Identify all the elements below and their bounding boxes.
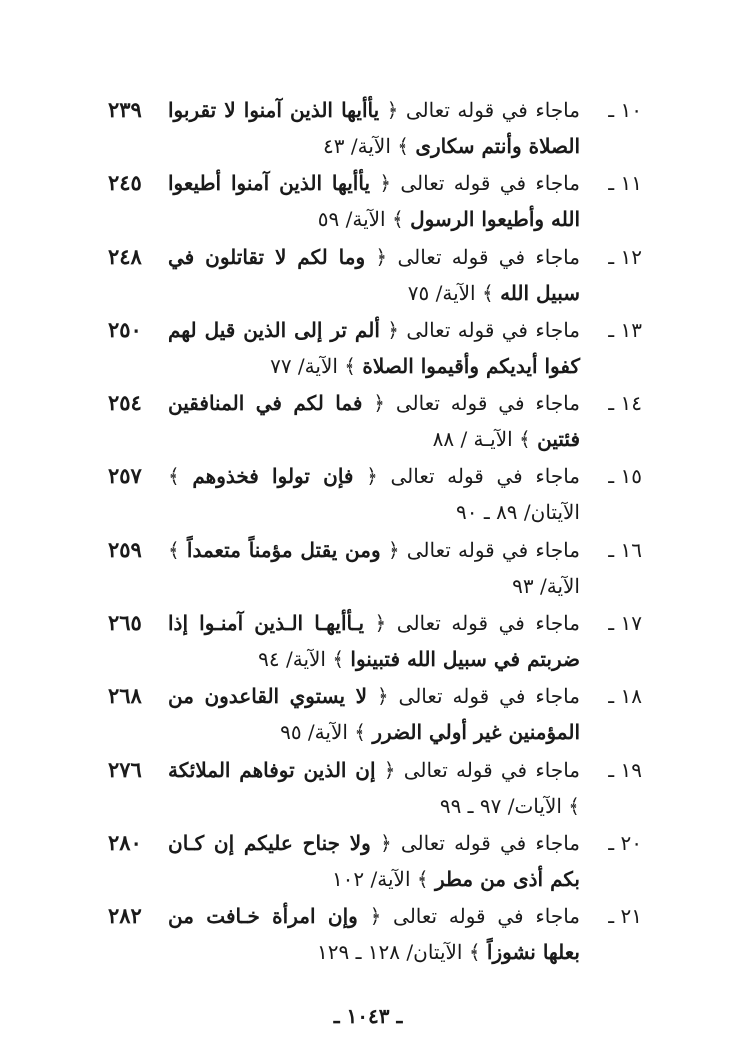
toc-entry-title [168,312,580,384]
toc-entry-page: ٢٧٦ [108,756,142,782]
toc-entry-page: ٢٨٠ [108,829,142,855]
toc-entry-verse: يأأيها الذين آمنوا لا تقربوا الصلاة وأنتم سكارى [168,98,580,158]
toc-entry-intro: ماجاء في قوله تعالى [397,244,580,269]
toc-entry-page: ٢٣٩ [108,97,142,122]
toc-entry-ayah-ref: الآية/ ٧٥ [407,280,476,305]
quran-bracket-close: ﴾ [397,134,409,158]
toc-entry-title [168,898,580,970]
quran-bracket-open: ﴿ [366,464,378,489]
toc-entry-ayah-ref: الآية/ ٩٣ [512,573,580,598]
toc-entry-verse: وإن امرأة خـافت من بعلها نشوزاً [168,904,580,965]
toc-entry [108,825,642,898]
quran-bracket-open: ﴿ [386,98,399,122]
toc-entry-ayah-ref: الآية/ ٧٧ [270,353,338,378]
toc-entry-ayah-ref: الآيتان/ ١٢٨ ـ ١٢٩ [316,940,463,965]
quran-bracket-close: ﴾ [168,464,180,489]
toc-entry-intro: ماجاء في قوله تعالى [403,757,580,782]
toc-entry-page: ٢٥٤ [108,390,142,416]
quran-bracket-close: ﴾ [519,427,531,452]
toc-entry-verse: لا يستوي القاعدون من المؤمنين غير أولي الضرر [168,684,580,745]
quran-bracket-close: ﴾ [168,537,180,562]
toc-entry-text [168,239,642,311]
quran-bracket-close: ﴾ [332,647,345,672]
toc-entry-text [168,92,642,164]
quran-bracket-close: ﴾ [391,207,404,232]
toc-entry-number: ١٩ ـ [608,757,642,782]
toc-entry-number: ١١ ـ [608,171,642,196]
toc-entry-ayah-ref: الآية/ ١٠٢ [331,866,411,891]
toc-entry [108,532,642,605]
toc-entry-intro: ماجاء في قوله تعالى [405,98,580,122]
toc-entry-intro: ماجاء في قوله تعالى [406,317,580,342]
toc-entry-ayah-ref: الآية/ ٥٩ [317,207,386,232]
toc-entry-intro: ماجاء في قوله تعالى [398,684,580,709]
toc-entry-title [168,825,580,897]
toc-entry-text [168,532,642,604]
toc-entry-title [168,678,580,750]
toc-entry-number: ١٠ ـ [608,98,642,122]
toc-entry-page: ٢٥٧ [108,463,142,489]
toc-entry-page: ٢٤٥ [108,170,142,196]
toc-entry-text [168,385,642,457]
toc-entry-title [168,239,580,311]
toc-entry-title [168,532,580,604]
toc-entry-verse: ولا جناح عليكم إن كـان بكم أذى من مطر [168,830,580,891]
toc-entry [108,312,642,385]
toc-entry-title [168,385,580,457]
toc-entry [108,165,642,238]
toc-entry-text [168,752,642,824]
toc-entry-text [168,458,642,530]
toc-entry [108,678,642,751]
toc-entry-page: ٢٨٢ [108,903,142,929]
quran-bracket-open: ﴿ [383,757,396,782]
toc-entry-intro: ماجاء في قوله تعالى [400,830,581,855]
quran-bracket-open: ﴿ [387,317,399,342]
quran-bracket-close: ﴾ [481,280,494,305]
toc-entry-verse: وما لكم لا تقاتلون في سبيل الله [168,244,580,305]
toc-entry-text [168,165,642,237]
quran-bracket-open: ﴿ [373,391,386,416]
toc-entry-number: ١٤ ـ [608,391,642,416]
toc-entry-ayah-ref: الآية/ ٤٣ [323,134,391,158]
toc-entry-text [168,825,642,897]
quran-bracket-open: ﴿ [387,537,400,562]
toc-entry-number: ١٨ ـ [608,684,642,709]
toc-entry-intro: ماجاء في قوله تعالى [393,904,580,929]
toc-entry-ayah-ref: الآيتان/ ٨٩ ـ ٩٠ [456,500,580,525]
toc-entry [108,605,642,678]
toc-entry-text [168,898,642,970]
toc-entry-page: ٢٥٩ [108,536,142,562]
toc-entry-text [168,605,642,677]
toc-entry-page: ٢٦٥ [108,610,142,636]
quran-bracket-close: ﴾ [344,353,356,378]
toc-entry-text [168,678,642,750]
toc-entry-intro: ماجاء في قوله تعالى [406,537,580,562]
toc-entry-title [168,605,580,677]
toc-entry-verse: فما لكم في المنافقين فئتين [168,391,580,452]
toc-entry-text [168,312,642,384]
toc-entry-ayah-ref: الآيات/ ٩٧ ـ ٩٩ [439,793,562,818]
toc-entry-number: ١٢ ـ [608,244,642,269]
toc-entry-page: ٢٥٠ [108,316,142,342]
quran-bracket-close: ﴾ [354,720,366,745]
quran-bracket-open: ﴿ [374,611,387,636]
quran-bracket-open: ﴿ [375,244,388,269]
toc-entry [108,239,642,312]
quran-bracket-open: ﴿ [369,904,382,929]
toc-entry-number: ١٧ ـ [608,611,642,636]
table-of-contents [108,92,642,972]
quran-bracket-open: ﴿ [380,830,392,855]
toc-entry-intro: ماجاء في قوله تعالى [395,391,580,416]
toc-entry-verse: يـأأيهـا الـذين آمنـوا إذا ضربتم في سبيل الله فتبينوا [168,611,580,672]
quran-bracket-close: ﴾ [416,866,429,891]
toc-entry-page: ٢٤٨ [108,243,142,269]
toc-entry [108,385,642,458]
quran-bracket-close: ﴾ [568,793,580,818]
toc-entry-number: ١٥ ـ [608,464,642,489]
toc-entry-verse: يأأيها الذين آمنوا أطيعوا الله وأطيعوا الرسول [168,171,580,232]
quran-bracket-close: ﴾ [468,940,481,965]
toc-entry [108,458,642,531]
toc-entry-number: ٢١ ـ [608,904,642,929]
toc-entry-intro: ماجاء في قوله تعالى [400,171,580,196]
toc-entry-verse: ومن يقتل مؤمناً متعمداً [186,537,381,562]
toc-entry [108,752,642,825]
toc-entry-title [168,92,580,164]
toc-entry-verse: ألم تر إلى الذين قيل لهم كفوا أيديكم وأقيموا الصلاة [168,317,580,378]
toc-entry-intro: ماجاء في قوله تعالى [396,611,580,636]
toc-entry-number: ١٣ ـ [608,317,642,342]
toc-entry-title [168,165,580,237]
page-number: ـ ١٠٤٣ ـ [333,1004,403,1028]
toc-entry-title [168,458,580,530]
toc-entry-number: ٢٠ ـ [608,830,642,855]
toc-entry-ayah-ref: الآية/ ٩٥ [280,720,348,745]
toc-entry-number: ١٦ ـ [608,537,642,562]
toc-entry-page: ٢٦٨ [108,683,142,709]
quran-bracket-open: ﴿ [379,171,392,196]
toc-entry-intro: ماجاء في قوله تعالى [390,464,580,489]
toc-entry [108,898,642,971]
quran-bracket-open: ﴿ [376,684,389,709]
toc-entry [108,92,642,165]
toc-entry-ayah-ref: الآيـة / ٨٨ [432,427,513,452]
toc-entry-title [168,752,580,824]
toc-entry-verse: إن الذين توفاهم الملائكة [168,757,376,782]
toc-entry-verse: فإن تولوا فخذوهم [192,464,354,489]
toc-entry-ayah-ref: الآية/ ٩٤ [258,647,326,672]
